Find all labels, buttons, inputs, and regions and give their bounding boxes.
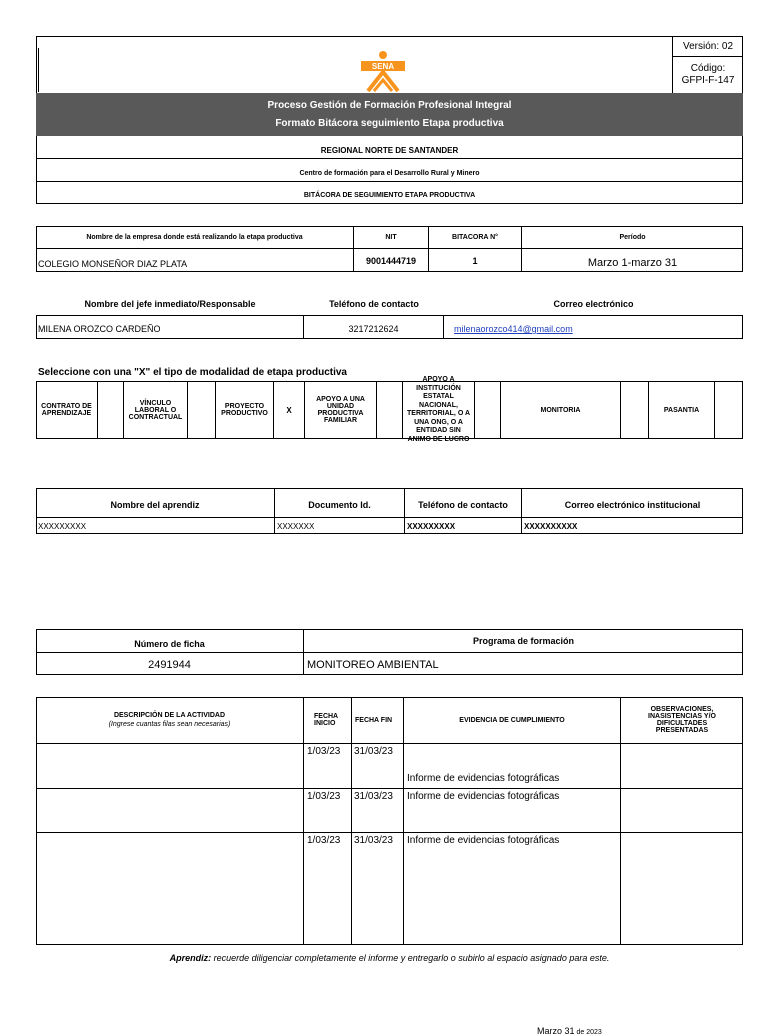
activity-desc-title: DESCRIPCIÓN DE LA ACTIVIDAD [113,712,226,719]
activity-row-3-obs[interactable] [621,833,743,945]
regional-row: REGIONAL NORTE DE SANTANDER [36,136,743,159]
modality-monitoria-box[interactable] [621,381,649,439]
modality-vinculo-box[interactable] [188,381,216,439]
nit-header: NIT [354,226,429,249]
activity-row-3-fin[interactable]: 31/03/23 [352,833,404,945]
fecha-fin-header: FECHA FIN [352,697,404,744]
footer-note-text: recuerde diligenciar completamente el informe y entregarlo o subirlo al espacio asignado para este. [211,953,610,963]
modality-prompt: Seleccione con una "X" el tipo de modalidad de etapa productiva [38,367,347,378]
bitacora-number-value[interactable]: 1 [429,249,522,272]
apprentice-email-value[interactable]: XXXXXXXXXX [524,521,578,531]
modality-unidad-box[interactable] [377,381,403,439]
activity-row-1-fin[interactable]: 31/03/23 [352,744,404,789]
version-cell: Versión: 02 [673,36,743,57]
evidencia-header: EVIDENCIA DE CUMPLIMIENTO [404,697,621,744]
activity-row-2-inicio[interactable]: 1/03/23 [304,789,352,833]
ficha-header: Número de ficha [36,629,304,653]
signature-date [532,1016,652,1036]
modality-institucion-box[interactable] [475,381,501,439]
activity-desc-header [36,697,304,744]
apprentice-phone-value[interactable]: XXXXXXXXX [405,518,522,534]
periodo-header: Período [522,226,743,249]
bitacora-title-row: BITÁCORA DE SEGUIMIENTO ETAPA PRODUCTIVA [303,191,476,199]
activity-row-2-evidencia[interactable]: Informe de evidencias fotográficas [404,789,621,833]
modality-unidad-label: APOYO A UNA UNIDAD PRODUCTIVA FAMILIAR [305,381,377,439]
left-tick [38,48,39,92]
fecha-inicio-header: FECHA INICIO [304,697,352,744]
sena-logo [358,50,408,92]
programa-header: Programa de formación [304,629,743,653]
modality-pasantia-label: PASANTIA [649,381,715,439]
programa-value[interactable]: MONITOREO AMBIENTAL [307,659,439,671]
boss-phone-header: Teléfono de contacto [329,299,419,309]
activity-row-2-fin[interactable]: 31/03/23 [352,789,404,833]
signature-date-month: Marzo 31 [537,1026,575,1036]
activity-row-3-evidencia[interactable]: Informe de evidencias fotográficas [404,833,621,945]
activity-row-1-inicio[interactable]: 1/03/23 [304,744,352,789]
ficha-value[interactable]: 2491944 [36,653,304,675]
activity-row-2-obs[interactable] [621,789,743,833]
code-cell [673,57,743,93]
modality-proyecto-label: PROYECTO PRODUCTIVO [216,381,274,439]
header-logo-area [36,36,673,93]
activity-row-3-inicio[interactable]: 1/03/23 [304,833,352,945]
sena-logo-mark [358,50,408,92]
apprentice-doc-header: Documento Id. [275,488,405,518]
observaciones-header: OBSERVACIONES, INASISTENCIAS Y/O DIFICULTADES PRESENTADAS [621,697,743,744]
code-value: GFPI-F-147 [681,75,735,86]
header-band [36,93,743,136]
nit-value[interactable]: 9001444719 [354,249,429,272]
periodo-value[interactable]: Marzo 1-marzo 31 [587,256,678,269]
modality-contrato-label: CONTRATO DE APRENDIZAJE [36,381,98,439]
modality-proyecto-mark[interactable]: X [274,381,305,439]
activity-row-1-obs[interactable] [621,744,743,789]
apprentice-name-header: Nombre del aprendiz [36,488,275,518]
format-title: Formato Bitácora seguimiento Etapa productiva [275,117,504,129]
boss-email-header: Correo electrónico [553,299,634,309]
modality-pasantia-box[interactable] [715,381,743,439]
modality-contrato-box[interactable] [98,381,124,439]
modality-institucion-label: APOYO A INSTITUCIÓN ESTATAL NACIONAL, TERRITORIAL, O A UNA ONG, O A ENTIDAD SIN ANIMO DE LUCRO [403,381,475,439]
apprentice-phone-header: Teléfono de contacto [405,488,522,518]
boss-name-header: Nombre del jefe inmediato/Responsable [84,299,256,309]
centro-row: Centro de formación para el Desarrollo Rural y Minero [36,159,743,182]
boss-email-value[interactable] [444,315,743,339]
boss-phone-value[interactable]: 3217212624 [304,315,444,339]
boss-email-link[interactable]: milenaorozco414@gmail.com [454,324,573,334]
process-title: Proceso Gestión de Formación Profesional Integral [267,99,512,111]
activity-row-2-desc[interactable] [36,789,304,833]
code-label: Código: [690,63,726,74]
boss-name-value[interactable]: MILENA OROZCO CARDEÑO [36,315,304,339]
apprentice-name-value[interactable]: XXXXXXXXX [36,518,275,534]
footer-note-label: Aprendiz: [169,953,212,963]
company-name-header: Nombre de la empresa donde está realizando la etapa productiva [36,226,354,249]
apprentice-email-header: Correo electrónico institucional [522,488,743,518]
activity-desc-note: (Ingrese cuantas filas sean necesarias) [108,721,231,728]
company-name-value[interactable]: COLEGIO MONSEÑOR DIAZ PLATA [36,249,354,272]
activity-row-1-desc[interactable] [36,744,304,789]
modality-vinculo-label: VÍNCULO LABORAL O CONTRACTUAL [124,381,188,439]
logo-text: SENA [371,61,395,71]
signature-date-rest: de 2023 [574,1029,602,1036]
modality-monitoria-label: MONITORIA [501,381,621,439]
bitacora-number-header: BITACORA N° [429,226,522,249]
apprentice-doc-value[interactable]: XXXXXXX [275,518,405,534]
footer-note [36,951,743,965]
activity-row-1-evidencia[interactable]: Informe de evidencias fotográficas [404,744,621,789]
activity-row-3-desc[interactable] [36,833,304,945]
